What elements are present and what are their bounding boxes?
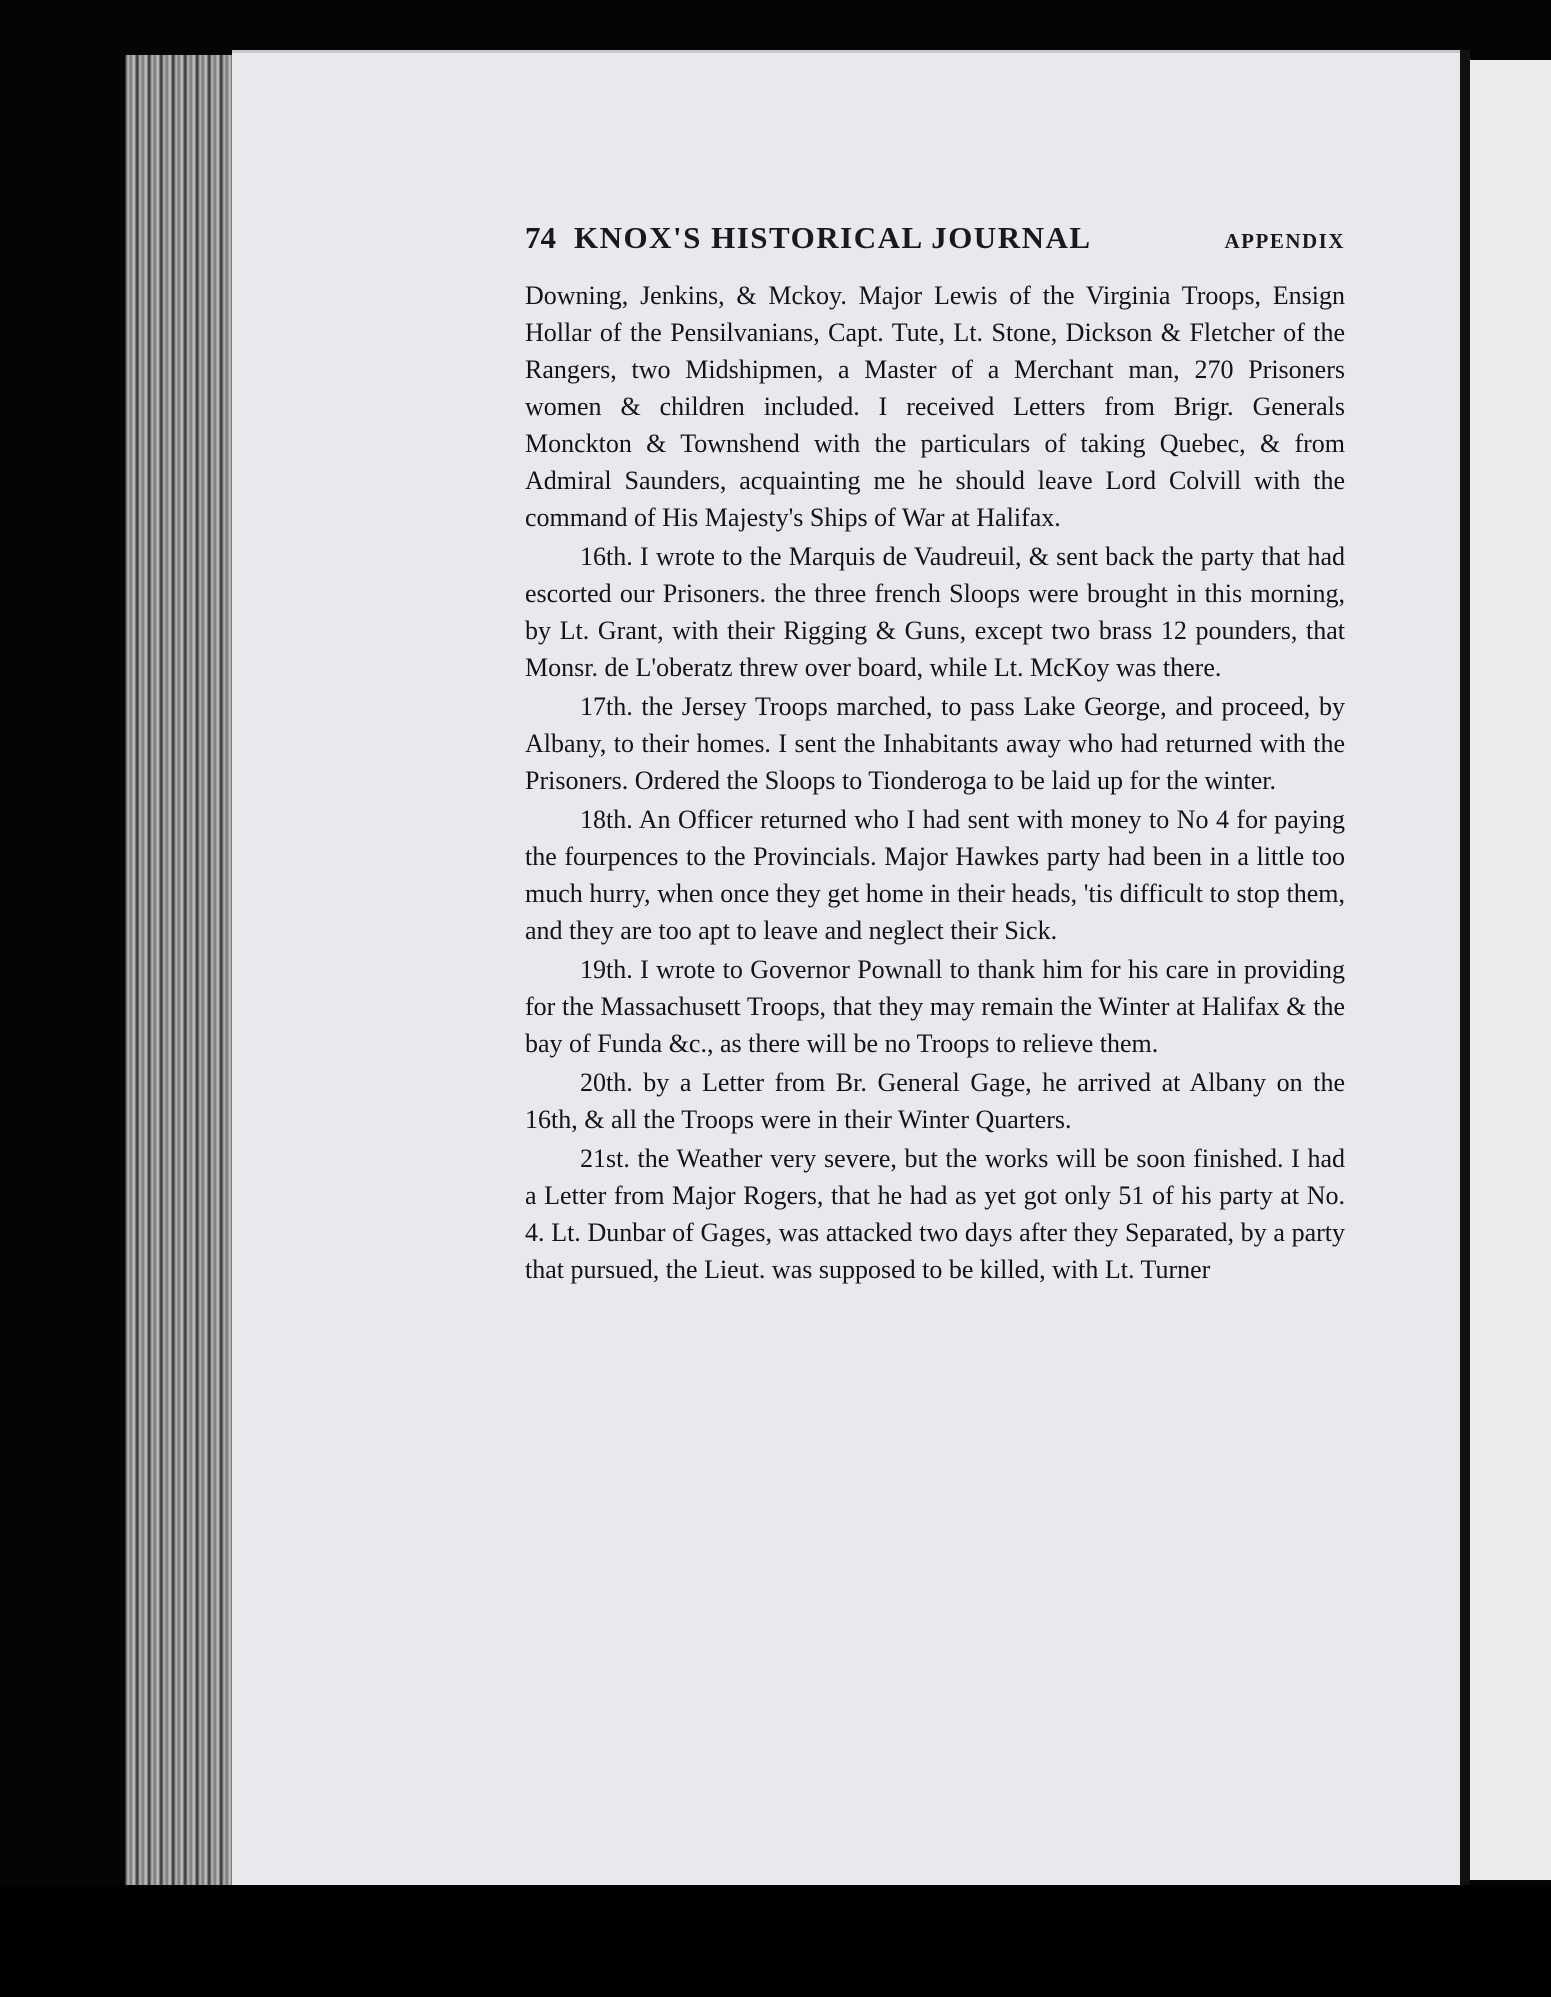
page-gutter (1460, 50, 1470, 1885)
running-title: KNOX'S HISTORICAL JOURNAL (574, 220, 1092, 255)
book-page-edges (125, 55, 245, 1885)
paragraph-entry-21st: 21st. the Weather very severe, but the works will be soon finished. I had a Letter from Major Rogers, that he had as yet got only 51 of his party at No. 4. Lt. Dunbar of Gages, was attacked two days after they Separated, by a party that pursued, the Lieut. was supposed to be killed, with Lt. Turner (525, 1144, 1345, 1284)
paragraph-entry-19th: 19th. I wrote to Governor Pownall to thank him for his care in providing for the Massachusett Troops, that they may remain the Winter at Halifax & the bay of Funda &c., as there will be no Troops to relieve them. (525, 955, 1345, 1058)
paragraph-entry-17th: 17th. the Jersey Troops marched, to pass Lake George, and proceed, by Albany, to their homes. I sent the Inhabitants away who had returned with the Prisoners. Ordered the Sloops to Tionderoga to be laid up for the winter. (525, 692, 1345, 795)
paragraph-entry-16th: 16th. I wrote to the Marquis de Vaudreuil, & sent back the party that had escorted our Prisoners. the three french Sloops were brought in this morning, by Lt. Grant, with their Rigging & Guns, except two brass 12 pounders, that Monsr. de L'oberatz threw over board, while Lt. McKoy was there. (525, 542, 1345, 682)
paragraph-continuation: Downing, Jenkins, & Mckoy. Major Lewis of the Virginia Troops, Ensign Hollar of the Pensilvanians, Capt. Tute, Lt. Stone, Dickson & Fletcher of the Rangers, two Midshipmen, a Master of a Merchant man, 270 Prisoners women & children included. I received Letters from Brigr. Generals Monckton & Townshend with the particulars of taking Quebec, & from Admiral Saunders, acquainting me he should leave Lord Colvill with the command of His Majesty's Ships of War at Halifax. (525, 281, 1345, 532)
body-text (525, 277, 1345, 1288)
scan-bottom-border (0, 1885, 1551, 1997)
running-header (525, 220, 1345, 260)
section-label: APPENDIX (1224, 229, 1345, 253)
page-number: 74 (525, 220, 556, 255)
paragraph-entry-18th: 18th. An Officer returned who I had sent with money to No 4 for paying the fourpences to the Provincials. Major Hawkes party had been in a little too much hurry, when once they get home in their heads, 'tis difficult to stop them, and they are too apt to leave and neglect their Sick. (525, 805, 1345, 945)
paragraph-entry-20th: 20th. by a Letter from Br. General Gage, he arrived at Albany on the 16th, & all the Troops were in their Winter Quarters. (525, 1068, 1345, 1134)
facing-page-edge (1470, 60, 1551, 1880)
